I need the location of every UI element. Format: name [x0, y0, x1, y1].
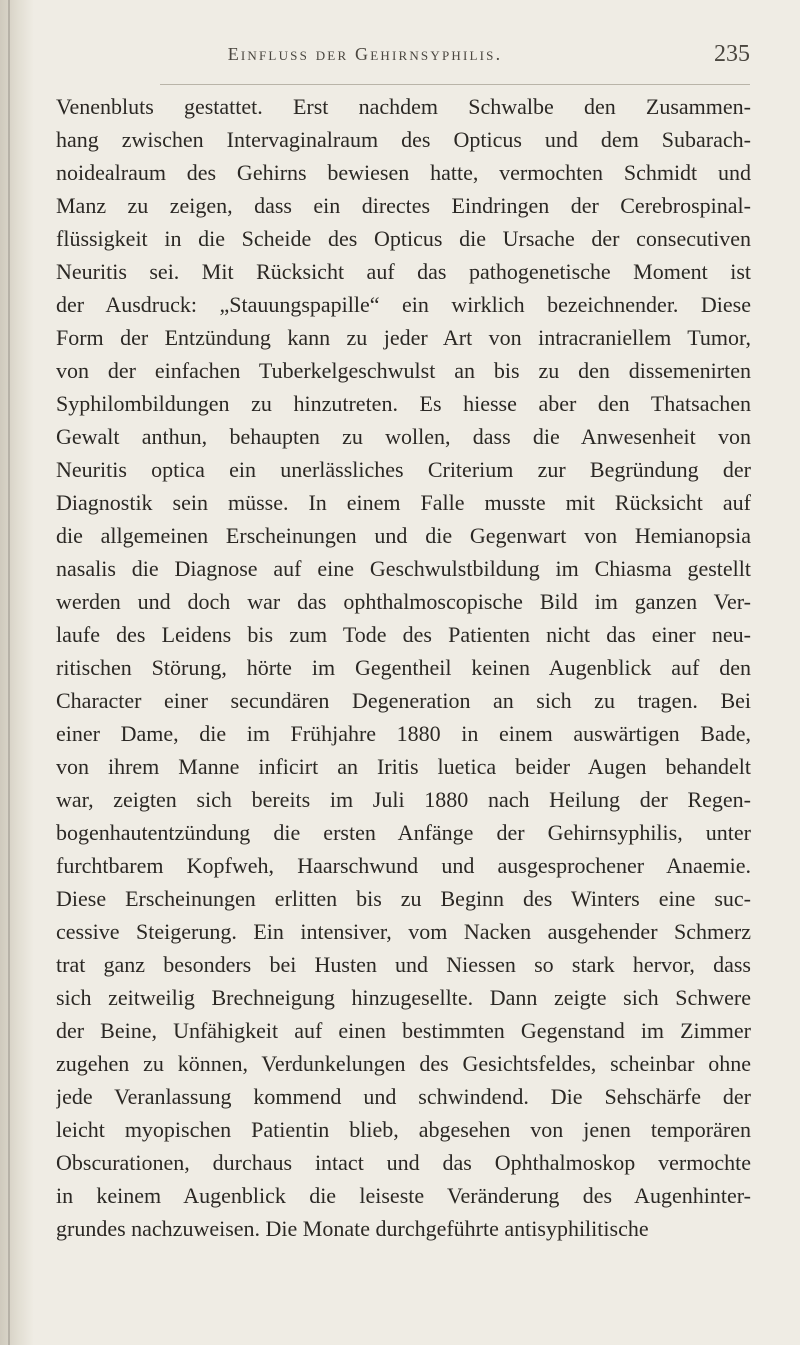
text-line: noidealraum des Gehirns bewiesen hatte, vermochten Schmidt und [56, 160, 751, 185]
text-line: Diagnostik sein müsse. In einem Falle musste mit Rücksicht auf [56, 490, 751, 515]
text-line: bogenhautentzündung die ersten Anfänge der Gehirnsyphilis, unter [56, 820, 751, 845]
binding-line [8, 0, 10, 1345]
text-line: ritischen Störung, hörte im Gegentheil keinen Augenblick auf den [56, 655, 751, 680]
text-line: der Ausdruck: „Stauungspapille“ ein wirklich bezeichnender. Diese [56, 292, 751, 317]
text-line: Character einer secundären Degeneration an sich zu tragen. Bei [56, 688, 751, 713]
text-line: cessive Steigerung. Ein intensiver, vom Nacken ausgehender Schmerz [56, 919, 751, 944]
text-line: der Beine, Unfähigkeit auf einen bestimmten Gegenstand im Zimmer [56, 1018, 751, 1043]
text-line: von ihrem Manne inficirt an Iritis luetica beider Augen behandelt [56, 754, 751, 779]
text-line: flüssigkeit in die Scheide des Opticus die Ursache der consecutiven [56, 226, 751, 251]
text-line: Neuritis sei. Mit Rücksicht auf das pathogenetische Moment ist [56, 259, 751, 284]
header-rule [160, 84, 750, 85]
text-line: Neuritis optica ein unerlässliches Criterium zur Begründung der [56, 457, 751, 482]
text-line: die allgemeinen Erscheinungen und die Gegenwart von Hemianopsia [56, 523, 751, 548]
text-line: Diese Erscheinungen erlitten bis zu Beginn des Winters eine suc- [56, 886, 751, 911]
text-line: grundes nachzuweisen. Die Monate durchgeführte antisyphilitische [56, 1216, 649, 1241]
page-edge-shadow [0, 0, 34, 1345]
text-line: Obscurationen, durchaus intact und das Ophthalmoskop vermochte [56, 1150, 751, 1175]
text-line: jede Veranlassung kommend und schwindend. Die Sehschärfe der [56, 1084, 751, 1109]
text-line: laufe des Leidens bis zum Tode des Patienten nicht das einer neu- [56, 622, 751, 647]
text-line: war, zeigten sich bereits im Juli 1880 nach Heilung der Regen- [56, 787, 751, 812]
text-line: nasalis die Diagnose auf eine Geschwulstbildung im Chiasma gestellt [56, 556, 751, 581]
text-line: in keinem Augenblick die leiseste Veränderung des Augenhinter- [56, 1183, 751, 1208]
text-line: Form der Entzündung kann zu jeder Art von intracraniellem Tumor, [56, 325, 751, 350]
text-line: furchtbarem Kopfweh, Haarschwund und ausgesprochener Anaemie. [56, 853, 751, 878]
text-line: Manz zu zeigen, dass ein directes Eindringen der Cerebrospinal- [56, 193, 751, 218]
text-line: Venenbluts gestattet. Erst nachdem Schwalbe den Zusammen- [56, 94, 751, 119]
text-line: Gewalt anthun, behaupten zu wollen, dass die Anwesenheit von [56, 424, 751, 449]
page-number: 235 [714, 41, 750, 67]
text-line: leicht myopischen Patientin blieb, abgesehen von jenen temporären [56, 1117, 751, 1142]
text-line: werden und doch war das ophthalmoscopische Bild im ganzen Ver- [56, 589, 751, 614]
text-line: trat ganz besonders bei Husten und Niessen so stark hervor, dass [56, 952, 751, 977]
running-head-title: Einfluss der Gehirnsyphilis. [227, 44, 503, 64]
text-line: von der einfachen Tuberkelgeschwulst an bis zu den dissemenirten [56, 358, 751, 383]
text-line: zugehen zu können, Verdunkelungen des Gesichtsfeldes, scheinbar ohne [56, 1051, 751, 1076]
text-line: sich zeitweilig Brechneigung hinzugesellte. Dann zeigte sich Schwere [56, 985, 751, 1010]
text-line: Syphilombildungen zu hinzutreten. Es hiesse aber den Thatsachen [56, 391, 751, 416]
text-line: hang zwischen Intervaginalraum des Opticus und dem Subarach- [56, 127, 751, 152]
text-line: einer Dame, die im Frühjahre 1880 in einem auswärtigen Bade, [56, 721, 751, 746]
running-head [0, 41, 800, 74]
